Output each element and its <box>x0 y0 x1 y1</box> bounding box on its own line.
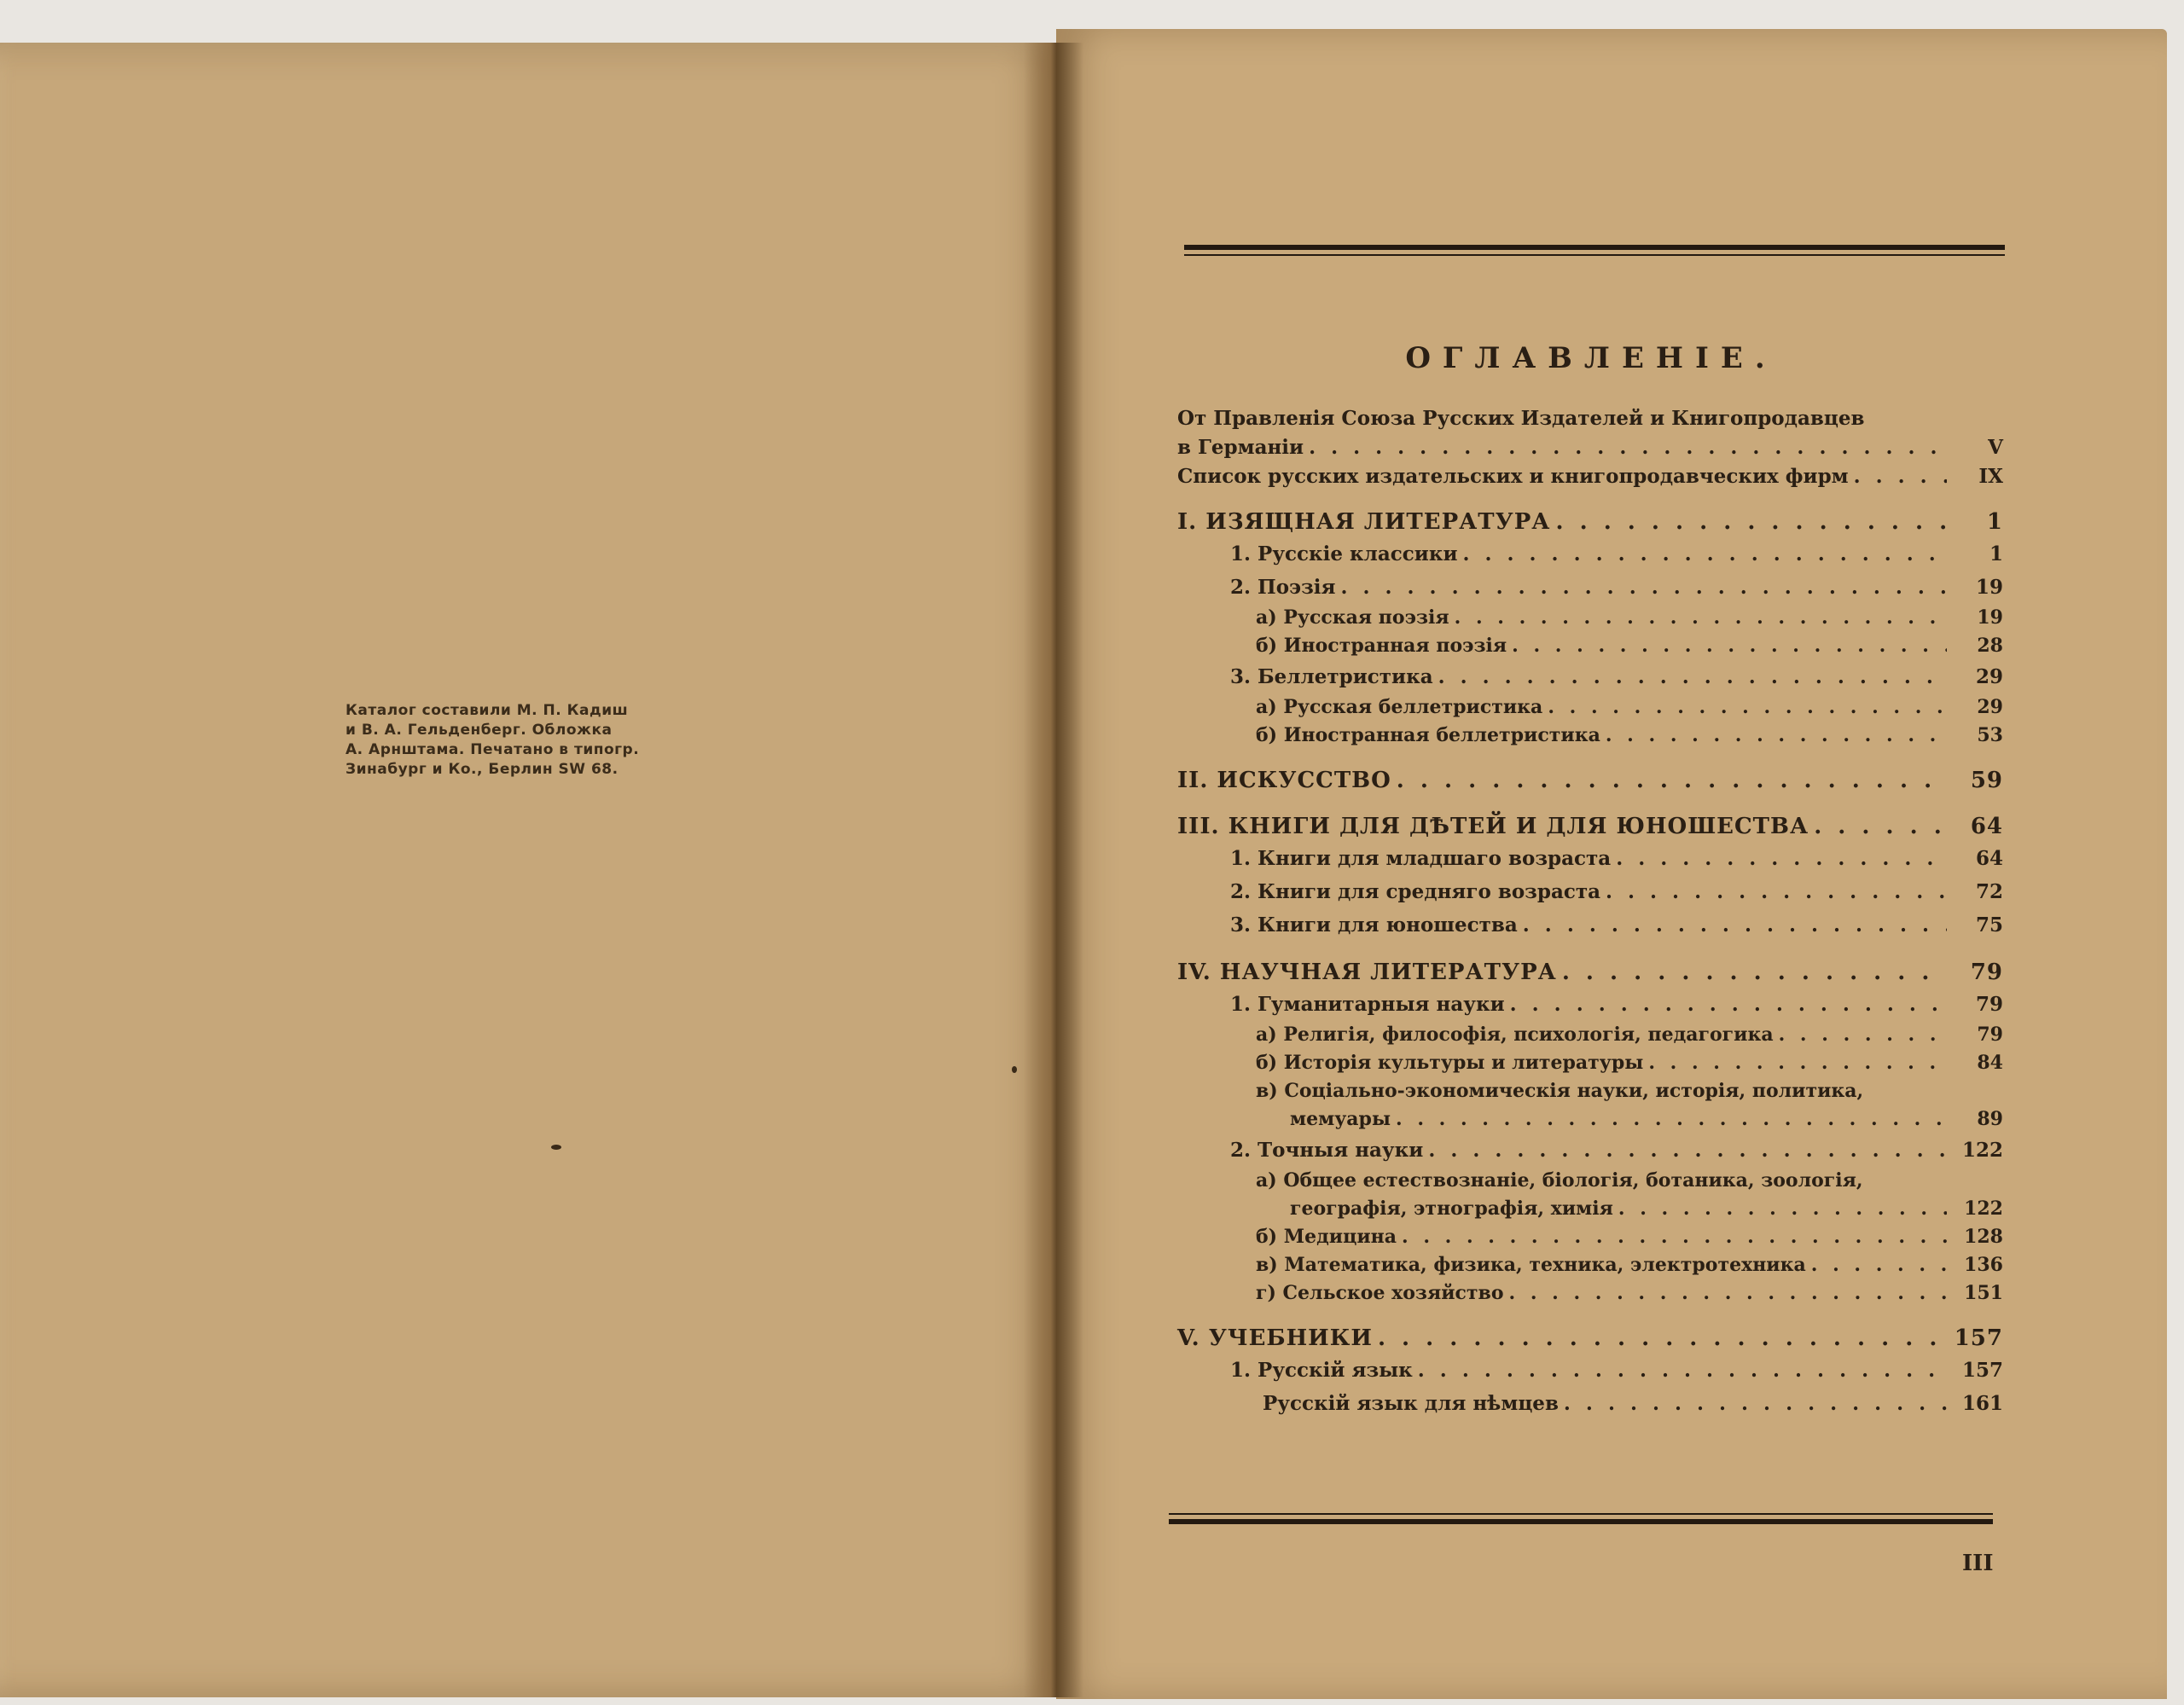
toc-entry[interactable] <box>1177 1049 2003 1077</box>
toc-entry-continuation: мемуары <box>1290 1108 1391 1130</box>
toc-entry[interactable] <box>1177 811 2003 842</box>
toc-entry[interactable] <box>1177 1387 2003 1420</box>
toc-entry-label: в) Соціально-экономическія науки, исторія, политика, <box>1256 1080 1864 1102</box>
toc-entry[interactable] <box>1177 1323 2003 1354</box>
toc-entry[interactable] <box>1177 957 2003 988</box>
dot-leader <box>1616 842 1947 875</box>
toc-page-number: 128 <box>1964 1226 2003 1248</box>
toc-page-number: 59 <box>1970 768 2003 793</box>
toc-entry[interactable] <box>1177 842 2003 875</box>
toc-page-number: 122 <box>1961 1139 2003 1162</box>
section-gap <box>1177 750 2003 765</box>
toc-page-number: 19 <box>1975 576 2003 599</box>
toc-entry-label: Список русских издательских и книгопродавческих фирм <box>1177 465 1849 488</box>
toc-entry-label: 2. Поэзія <box>1230 576 1336 599</box>
toc-entry[interactable] <box>1177 462 2003 491</box>
dot-leader <box>1606 722 1947 750</box>
toc-entry-label: в) Математика, физика, техника, электротехника <box>1256 1254 1806 1276</box>
toc-entry[interactable] <box>1177 604 2003 632</box>
dot-leader <box>1397 765 1947 796</box>
toc-entry[interactable] <box>1177 1134 2003 1167</box>
toc-page-number: 151 <box>1964 1282 2003 1304</box>
toc-page-number: 1 <box>1989 542 2003 565</box>
toc-entry-label: б) Иностранная беллетристика <box>1256 724 1600 746</box>
toc-entry-label: V. УЧЕБНИКИ <box>1177 1325 1373 1351</box>
book-gutter <box>1024 43 1083 1697</box>
toc-entry-label: а) Общее естествознаніе, біологія, ботаника, зоологія, <box>1256 1169 1863 1192</box>
toc-entry[interactable] <box>1177 1279 2003 1308</box>
toc-entry[interactable] <box>1177 537 2003 571</box>
toc-entry[interactable] <box>1177 571 2003 604</box>
toc-entry[interactable] <box>1177 693 2003 722</box>
toc-entry-label: 1. Книги для младшаго возраста <box>1230 847 1612 870</box>
left-page <box>0 43 1058 1697</box>
dot-leader <box>1648 1049 1947 1077</box>
printer-imprint <box>346 701 695 780</box>
imprint-line: Зинабург и Ко., Берлин SW 68. <box>346 761 619 778</box>
dot-leader <box>1564 1387 1947 1420</box>
toc-entry-continuation: в Германіи <box>1177 436 1304 459</box>
toc-entry-label: IV. НАУЧНАЯ ЛИТЕРАТУРА <box>1177 960 1557 985</box>
toc-page-number: 79 <box>1970 960 2003 985</box>
toc-entry-label: От Правленія Союза Русских Издателей и Книгопродавцев <box>1177 407 1865 430</box>
dot-leader <box>1854 462 1947 491</box>
dot-leader <box>1418 1354 1947 1387</box>
dot-leader <box>1309 433 1947 462</box>
toc-entry-label: III. КНИГИ ДЛЯ ДѢТЕЙ И ДЛЯ ЮНОШЕСТВА <box>1177 814 1809 839</box>
toc-page-number: 157 <box>1954 1325 2003 1351</box>
toc-entry-label: б) Исторія культуры и литературы <box>1256 1052 1644 1074</box>
toc-entry[interactable] <box>1177 1223 2003 1251</box>
toc-entry[interactable] <box>1177 1021 2003 1049</box>
toc-page-number: 29 <box>1975 665 2003 688</box>
toc-page-number: 53 <box>1977 724 2003 746</box>
toc-entry-label: 1. Русскіе классики <box>1230 542 1458 565</box>
dot-leader <box>1562 957 1947 988</box>
toc-entry[interactable] <box>1177 660 2003 693</box>
section-gap <box>1177 1308 2003 1323</box>
toc-entry-label: а) Русская беллетристика <box>1256 696 1543 718</box>
toc-page-number: 79 <box>1975 993 2003 1016</box>
toc-entry[interactable] <box>1177 1195 2003 1223</box>
toc-entry-label: 3. Книги для юношества <box>1230 913 1518 937</box>
imprint-line: и В. А. Гельденберг. Обложка <box>346 722 613 739</box>
dot-leader <box>1618 1195 1947 1223</box>
toc-entry-label: а) Русская поэзія <box>1256 606 1449 629</box>
section-gap <box>1177 942 2003 957</box>
toc-entry[interactable] <box>1177 875 2003 908</box>
toc-page-number: 19 <box>1977 606 2003 629</box>
toc-entry-label: 2. Книги для средняго возраста <box>1230 880 1601 903</box>
toc-page-number: 157 <box>1961 1359 2003 1382</box>
toc-entry-label: 2. Точныя науки <box>1230 1139 1424 1162</box>
dot-leader <box>1438 660 1947 693</box>
dot-leader <box>1811 1251 1947 1279</box>
toc-page-number: 89 <box>1977 1108 2003 1130</box>
toc-page-number: 64 <box>1970 814 2003 839</box>
toc-entry-label: б) Иностранная поэзія <box>1256 635 1507 657</box>
dot-leader <box>1463 537 1948 571</box>
toc-page-number: 72 <box>1975 880 2003 903</box>
toc-entry[interactable] <box>1177 722 2003 750</box>
toc-entry[interactable] <box>1177 433 2003 462</box>
dot-leader <box>1548 693 1947 722</box>
section-gap <box>1177 796 2003 811</box>
toc-entry[interactable] <box>1177 1251 2003 1279</box>
toc-page-number: 75 <box>1975 913 2003 937</box>
toc-entry[interactable] <box>1177 765 2003 796</box>
paper-speck <box>551 1145 561 1150</box>
toc-entry-continuation: географія, этнографія, химія <box>1290 1198 1613 1220</box>
bottom-rule-thick <box>1169 1519 1993 1524</box>
toc-entry[interactable] <box>1177 908 2003 942</box>
toc-page-number: 64 <box>1975 847 2003 870</box>
toc-entry-label: I. ИЗЯЩНАЯ ЛИТЕРАТУРА <box>1177 509 1551 535</box>
toc-entry-label: Русскій язык для нѣмцев <box>1263 1392 1559 1415</box>
top-rule-thick <box>1184 245 2005 250</box>
toc-page-number: V <box>1988 436 2003 459</box>
toc-page-number: 122 <box>1964 1198 2003 1220</box>
paper-speck <box>1012 1066 1017 1073</box>
top-rule-thin <box>1184 254 2005 256</box>
dot-leader <box>1814 811 1947 842</box>
dot-leader <box>1523 908 1947 942</box>
dot-leader <box>1510 988 1947 1021</box>
bottom-rule-thin <box>1169 1513 1993 1515</box>
dot-leader <box>1779 1021 1947 1049</box>
toc-entry[interactable] <box>1177 507 2003 537</box>
dot-leader <box>1341 571 1948 604</box>
dot-leader <box>1396 1105 1947 1134</box>
dot-leader <box>1402 1223 1947 1251</box>
toc-entry[interactable] <box>1177 988 2003 1021</box>
toc-entry-label: II. ИСКУССТВО <box>1177 768 1391 793</box>
toc-entry[interactable] <box>1177 1105 2003 1134</box>
toc-entry-label: б) Медицина <box>1256 1226 1397 1248</box>
toc-page-number: IX <box>1978 465 2003 488</box>
toc-entry-label: 3. Беллетристика <box>1230 665 1433 688</box>
section-gap <box>1177 491 2003 507</box>
page-title: ОГЛАВЛЕНIЕ. <box>1405 341 1777 375</box>
dot-leader <box>1555 507 1947 537</box>
toc-entry-label: а) Религія, философія, психологія, педагогика <box>1256 1024 1774 1046</box>
toc-page-number: 79 <box>1977 1024 2003 1046</box>
toc-entry[interactable] <box>1177 632 2003 660</box>
toc-entry-label: г) Сельское хозяйство <box>1256 1282 1504 1304</box>
dot-leader <box>1512 632 1947 660</box>
imprint-line: А. Арнштама. Печатано в типогр. <box>346 741 640 758</box>
toc-entry-label: 1. Русскій язык <box>1230 1359 1413 1382</box>
dot-leader <box>1428 1134 1947 1167</box>
imprint-line: Каталог составили М. П. Кадиш <box>346 702 629 719</box>
dot-leader <box>1378 1323 1947 1354</box>
toc-entry-label: 1. Гуманитарныя науки <box>1230 993 1505 1016</box>
dot-leader <box>1509 1279 1947 1308</box>
toc-page-number: 1 <box>1986 509 2003 535</box>
toc-page-number: 84 <box>1977 1052 2003 1074</box>
dot-leader <box>1606 875 1947 908</box>
table-of-contents <box>1177 404 2003 1420</box>
toc-page-number: 29 <box>1977 696 2003 718</box>
toc-entry[interactable] <box>1177 1354 2003 1387</box>
toc-page-number: 28 <box>1977 635 2003 657</box>
page-number: III <box>1962 1551 1994 1576</box>
toc-page-number: 161 <box>1961 1392 2003 1415</box>
toc-page-number: 136 <box>1964 1254 2003 1276</box>
dot-leader <box>1455 604 1947 632</box>
